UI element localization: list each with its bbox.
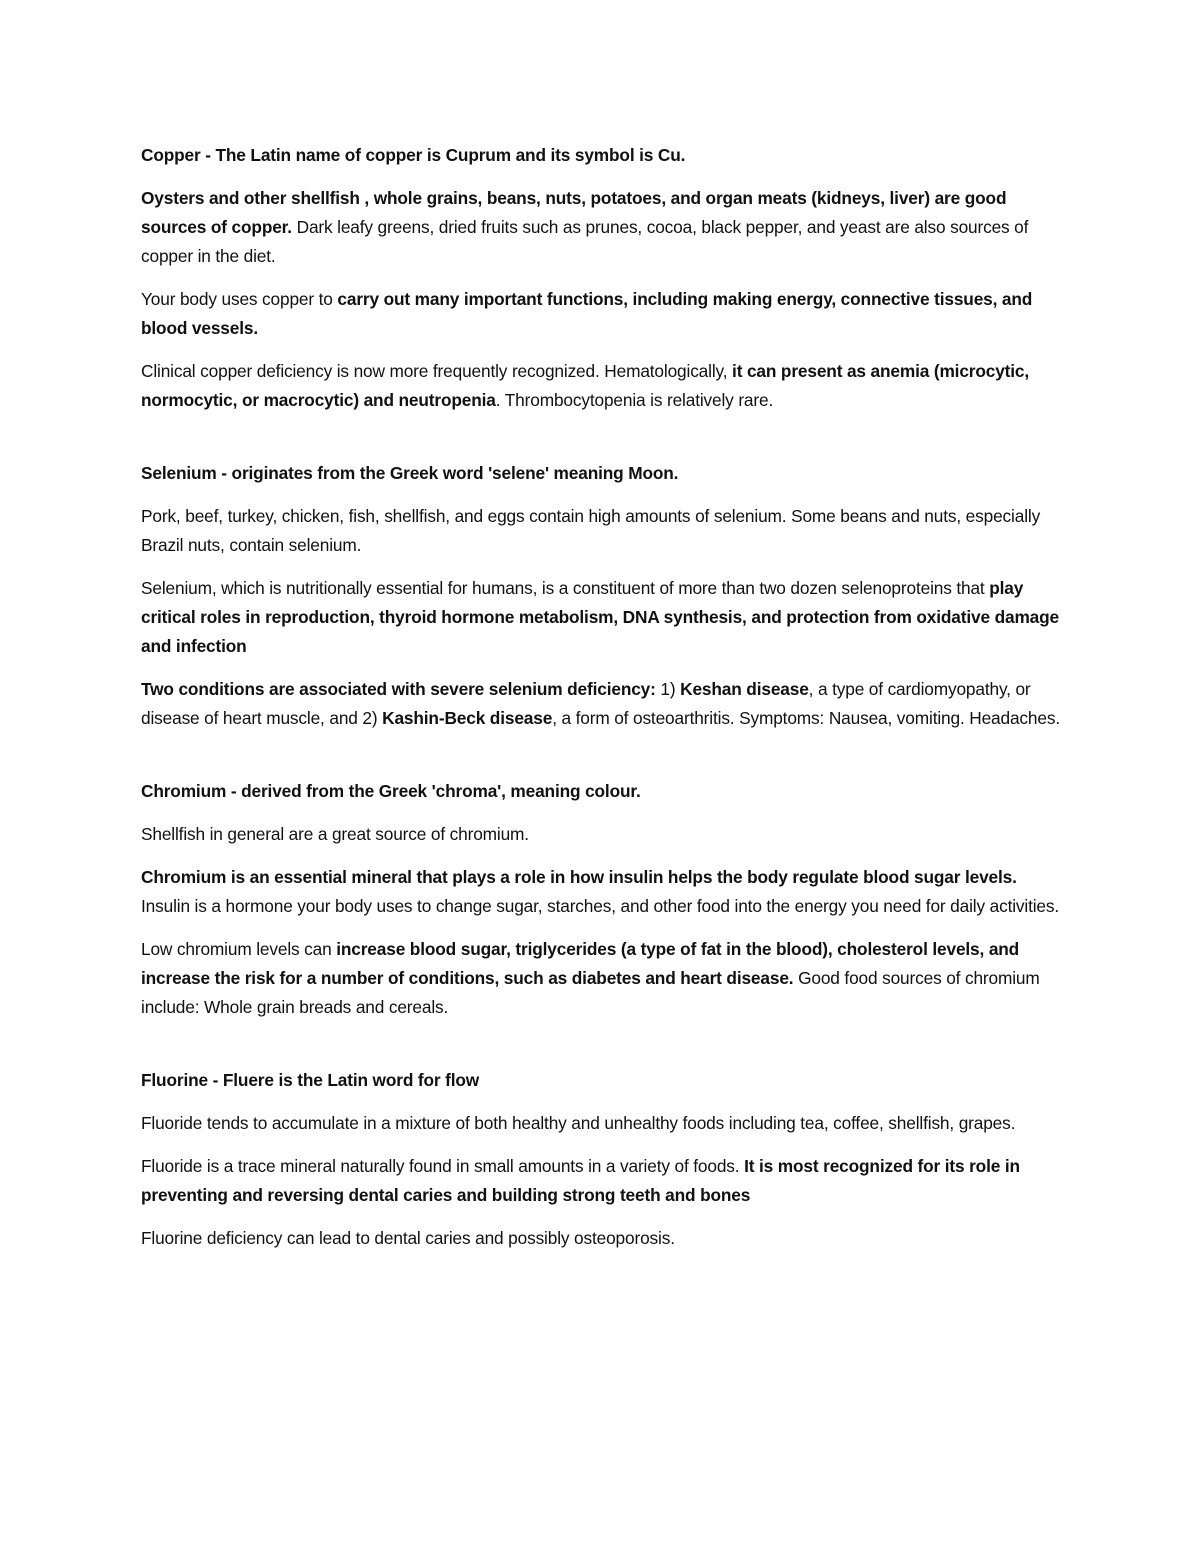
chromium-sources: Shellfish in general are a great source of chromium. (141, 824, 529, 844)
chromium-deficiency: Low chromium levels can increase blood sugar, triglycerides (a type of fat in the blood), cholesterol levels, and increase the risk for a number of conditions, such as diabetes and heart disease. Good food sources of chromium include: Whole grain breads and cereals. (141, 939, 1040, 1017)
chromium-function: Chromium is an essential mineral that plays a role in how insulin helps the body regulate blood sugar levels. Insulin is a hormone your body uses to change sugar, starches, and other food into the energy you need for daily activities. (141, 867, 1060, 916)
fluorine-sources: Fluoride tends to accumulate in a mixture of both healthy and unhealthy foods including tea, coffee, shellfish, grapes. (141, 1113, 1016, 1133)
document-body (141, 141, 1066, 1267)
fluorine-heading: Fluorine - Fluere is the Latin word for flow (141, 1070, 480, 1090)
selenium-sources: Pork, beef, turkey, chicken, fish, shellfish, and eggs contain high amounts of selenium. Some beans and nuts, especially Brazil nuts, contain selenium. (141, 506, 1041, 555)
copper-sources: Oysters and other shellfish , whole grains, beans, nuts, potatoes, and organ meats (kidneys, liver) are good sources of copper. Dark leafy greens, dried fruits such as prunes, cocoa, black pepper, and yeast are also sources of copper in the diet. (141, 188, 1029, 266)
copper-function: Your body uses copper to carry out many important functions, including making energy, connective tissues, and blood vessels. (141, 289, 1033, 338)
selenium-function: Selenium, which is nutritionally essential for humans, is a constituent of more than two dozen selenoproteins that play critical roles in reproduction, thyroid hormone metabolism, DNA synthesis, and protection from oxidative damage and infection (141, 578, 1059, 656)
selenium-heading: Selenium - originates from the Greek word 'selene' meaning Moon. (141, 463, 679, 483)
copper-heading: Copper - The Latin name of copper is Cuprum and its symbol is Cu. (141, 145, 686, 165)
selenium-deficiency: Two conditions are associated with severe selenium deficiency: 1) Keshan disease, a type of cardiomyopathy, or disease of heart muscle, and 2) Kashin-Beck disease, a form of osteoarthritis. Symptoms: Nausea, vomiting. Headaches. (141, 679, 1060, 728)
copper-deficiency: Clinical copper deficiency is now more frequently recognized. Hematologically, it can present as anemia (microcytic, normocytic, or macrocytic) and neutropenia. Thrombocytopenia is relatively rare. (141, 361, 1030, 410)
fluorine-function: Fluoride is a trace mineral naturally found in small amounts in a variety of foods. It is most recognized for its role in preventing and reversing dental caries and building strong teeth and bones (141, 1156, 1020, 1205)
fluorine-deficiency: Fluorine deficiency can lead to dental caries and possibly osteoporosis. (141, 1228, 675, 1248)
chromium-heading: Chromium - derived from the Greek 'chroma', meaning colour. (141, 781, 641, 801)
